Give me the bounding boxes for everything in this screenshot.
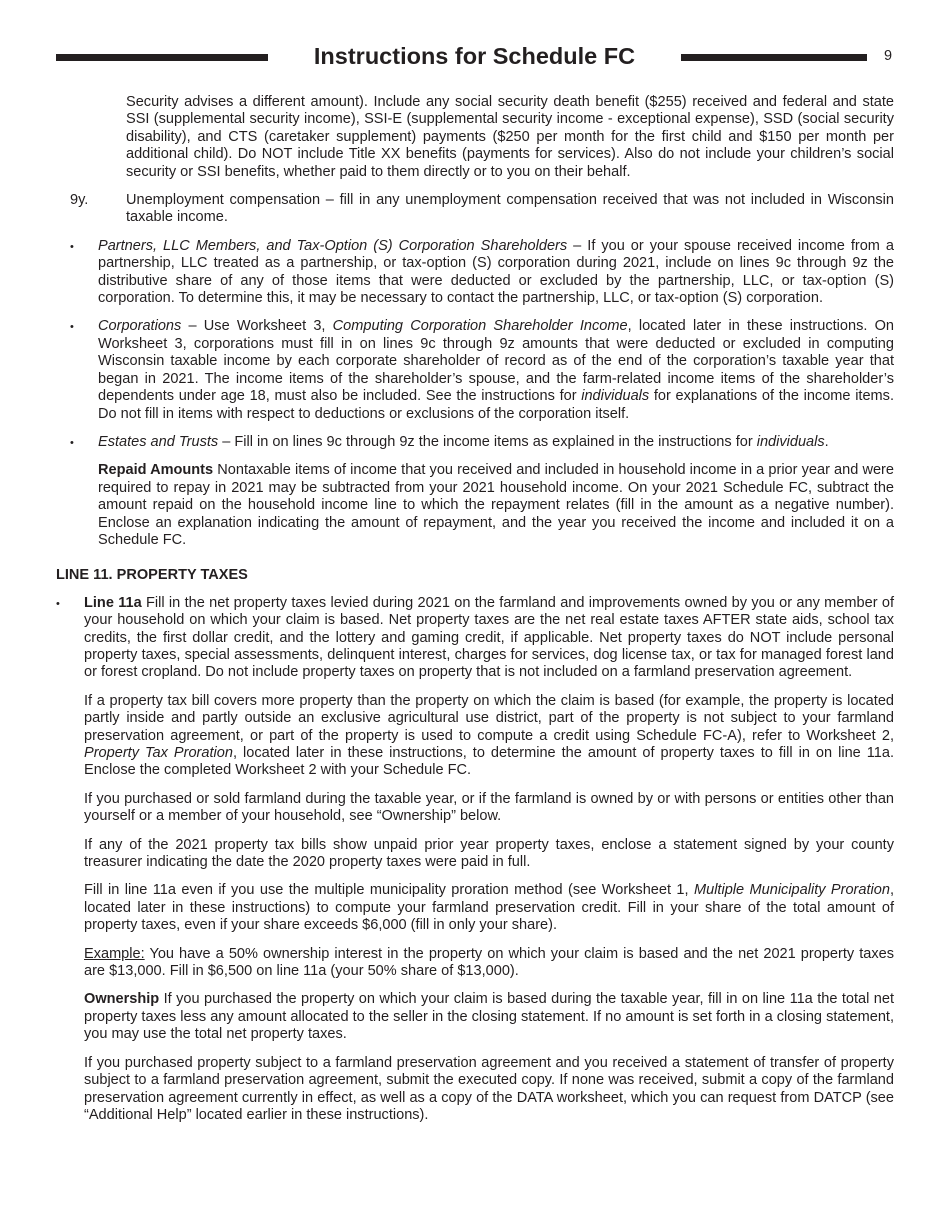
ownership-paragraph [84, 991, 894, 1043]
item-9y-label: 9y. [70, 192, 89, 209]
estates-individuals: individuals [756, 433, 825, 450]
unpaid-taxes-paragraph: If any of the 2021 property tax bills show unpaid prior year property taxes, enclose a statement signed by your county treasurer indicating the date the 2020 property taxes were paid in full. [84, 836, 894, 871]
bullet-icon: • [70, 321, 74, 334]
page-title: Instructions for Schedule FC [313, 43, 636, 69]
proration-text-1: If a property tax bill covers more property than the property on which the claim is based (for example, the property is located partly inside and partly outside an exclusive agricultural use district, part of the property is not subject to your farmland preservation agreement, or part of the property is used to compute a credit using Schedule FC-A), refer to Worksheet 2, [84, 692, 894, 744]
estates-title: Estates and Trusts [98, 433, 219, 450]
line-11-heading: LINE 11. PROPERTY TAXES [56, 567, 248, 584]
bullet-icon: • [56, 597, 60, 610]
item-9y-text: Unemployment compensation – fill in any unemployment compensation received that was not included in Wisconsin taxable income. [126, 192, 894, 226]
municipality-text-1: Fill in line 11a even if you use the multiple municipality proration method (see Worksheet 1, [84, 882, 694, 899]
corporations-text-3: for explanations of the income items. Do not fill in items with respect to deductions or exclusions of the corporation itself. [98, 388, 894, 422]
agreement-paragraph: If you purchased property subject to a farmland preservation agreement and you received a statement of transfer of property subject to a farmland preservation agreement, submit the executed copy. If none was received, submit a copy of the farmland preservation agreement currently in effect, as well as a copy of the DATA worksheet, which you can request from DATCP (see “Additional Help” located earlier in these instructions). [84, 1054, 894, 1123]
purchased-sold-paragraph: If you purchased or sold farmland during the taxable year, or if the farmland is owned by or with persons or entities other than yourself or a member of your household, see “Ownership” below. [84, 790, 894, 825]
line-11a-text: Fill in the net property taxes levied during 2021 on the farmland and improvements owned by you or any member of your household on which your claim is based. Net property taxes are the net real estate taxes AFTER state aids, school tax credits, the first dollar credit, and the lottery and gaming credit, if applicable. Net property taxes do NOT include personal property taxes, special assessments, delinquent interest, charges for services, dog license tax, or tax for managed forest land or forest cropland. Do not include property taxes on property that is not included on a farmland preservation agreement. [84, 594, 894, 681]
example-text: You have a 50% ownership interest in the property on which your claim is based and the net 2021 property taxes are $13,000. Fill in $6,500 on line 11a (your 50% share of $13,000). [84, 945, 894, 980]
ownership-text: If you purchased the property on which your claim is based during the taxable year, fill in on line 11a the total net property taxes less any amount allocated to the seller in the closing statement. If no amount is set forth in a closing statement, you may use the total net property taxes. [84, 991, 894, 1043]
proration-text-2: , located later in these instructions, to determine the amount of property taxes to fill in on line 11a. Enclose the completed Worksheet 2 with your Schedule FC. [84, 745, 894, 779]
example-label: Example: [84, 945, 145, 962]
corporations-title: Corporations [98, 318, 182, 335]
document-body [56, 94, 894, 1135]
partners-text: – If you or your spouse received income from a partnership, LLC treated as a partnership, or tax-option (S) corporation during 2021, include on lines 9c through 9z the distributive share of any of those items that were deducted or excluded by the partnership, LLC, or tax-option (S) corporation. To determine this, it may be necessary to contact the partnership, LLC, or tax-option (S) corporation. [98, 237, 895, 307]
estates-end: . [824, 433, 829, 450]
estates-bullet [70, 433, 894, 451]
item-9y [70, 192, 894, 227]
corporations-individuals: individuals [581, 388, 650, 405]
corporations-text-1: – Use Worksheet 3, [181, 318, 333, 335]
repaid-amounts-paragraph [98, 462, 894, 549]
header-rule-left [56, 54, 268, 61]
line-11a-label: Line 11a [84, 594, 142, 611]
proration-worksheet: Property Tax Proration [84, 745, 233, 761]
multiple-municipality-paragraph [84, 882, 894, 934]
repaid-text: Nontaxable items of income that you received and included in household income in a prior year and were required to repay in 2021 may be subtracted from your 2021 household income. On your 2021 Schedule FC, subtract the amount repaid on the household income line to which the repayment relates (fill in the amount as a negative number). Enclose an explanation indicating the amount of repayment, and the year you received the income and included it on a Schedule FC. [98, 462, 894, 548]
header-rule-right [681, 54, 867, 61]
corporations-text-2: , located later in these instructions. On Worksheet 3, corporations must fill in on lines 9c through 9z amounts that were deducted or excluded in computing Wisconsin taxable income by each corporate shareholder of record as of the end of the corporation’s taxable year that began in 2021. The income items of the shareholder’s spouse, and the farm-related income items of the shareholder’s dependents under age 18, must also be included. See the instructions for [98, 318, 894, 405]
example-paragraph [84, 946, 894, 981]
partners-bullet [70, 237, 895, 308]
proration-paragraph [84, 693, 894, 780]
repaid-title: Repaid Amounts [98, 462, 214, 479]
ownership-label: Ownership [84, 991, 160, 1008]
partners-title: Partners, LLC Members, and Tax-Option (S) Corporation Shareholders [98, 237, 568, 254]
page-header [0, 40, 950, 74]
line-11a-bullet [56, 594, 894, 682]
corporations-worksheet: Computing Corporation Shareholder Income [332, 318, 628, 335]
page-number: 9 [884, 48, 893, 64]
continuation-paragraph: Security advises a different amount). Include any social security death benefit ($255) received and federal and state SSI (supplemental security income), SSI-E (supplemental security income - exceptional expense), SSD (social security disability), and CTS (caretaker supplement) payments ($250 per month for the first child and $150 per month per additional child). Do NOT include Title XX benefits (payments for services). Also do not include your children’s social security or SSI benefits, whether paid to them directly or to you on their behalf. [126, 94, 894, 180]
municipality-worksheet: Multiple Municipality Proration [693, 882, 890, 899]
municipality-text-2: , located later in these instructions) to compute your farmland preservation credit. Fill in your share of the total amount of property taxes, even if your share exceeds $6,000 (fill in only your share). [84, 882, 894, 934]
corporations-bullet [70, 318, 894, 422]
estates-text: – Fill in on lines 9c through 9z the income items as explained in the instructions for [218, 433, 757, 450]
bullet-icon: • [70, 436, 74, 449]
bullet-icon: • [70, 240, 74, 253]
